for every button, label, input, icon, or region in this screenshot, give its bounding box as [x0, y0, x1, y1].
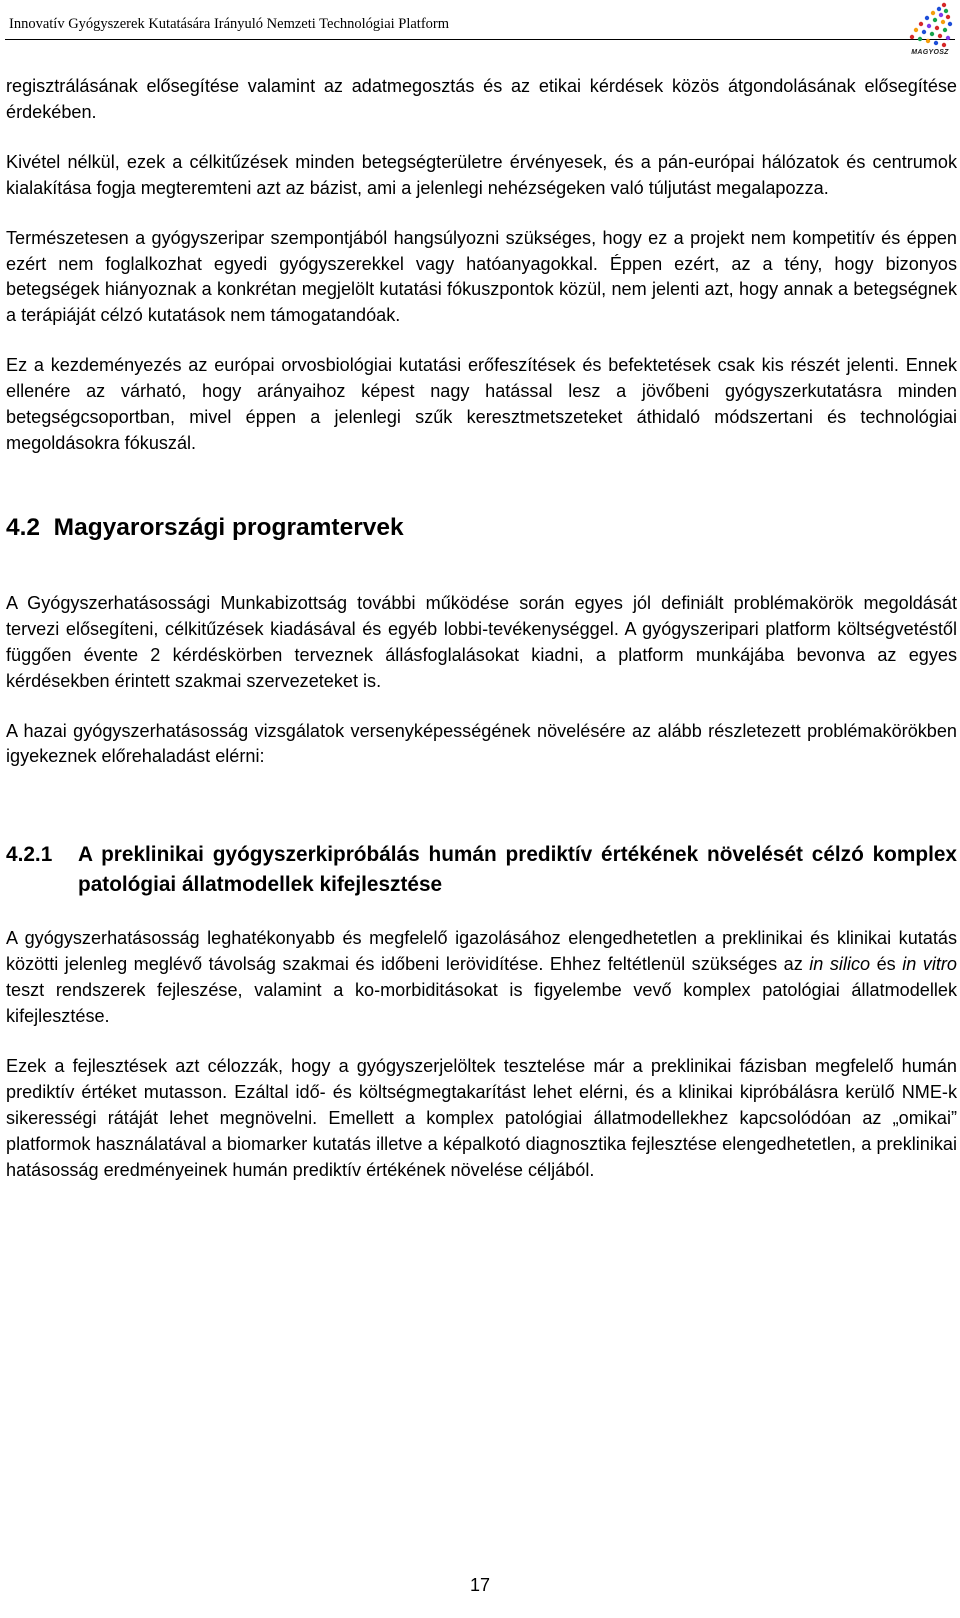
section-number: 4.2.1 — [6, 843, 53, 867]
section-title: A preklinikai gyógyszerkipróbálás humán prediktív értékének növelését célzó komplex patológiai állatmodellek kifejlesztése — [78, 843, 957, 897]
text-run: teszt rendszerek fejleszése, valamint a ko-morbiditásokat is figyelembe vevő komplex patológiai állatmodellek kifejlesztése. — [6, 980, 957, 1027]
text-run: és — [870, 954, 903, 975]
paragraph: Kivétel nélkül, ezek a célkitűzések minden betegségterületre érvényesek, és a pán-európai hálózatok és centrumok kialakítása fogja megteremteni azt az bázist, ami a jelenlegi nehézségeken való túljutást megalapozza. — [6, 151, 957, 198]
paragraph: Ezek a fejlesztések azt célozzák, hogy a gyógyszerjelöltek tesztelése már a preklinikai fázisban megfelelő humán prediktív értéket mutasson. Ezáltal idő- és költségmegtakarítást lehet elérni, és a klinikai kipróbálásra kerülő NME-k sikerességi rátáját lehet megnövelni. Emellett a komplex patológiai állatmodellekhez kapcsolódóan az „omikai” platformok használatával a biomarker kutatás illetve a képalkotó diagnosztika fejlesztése elengedhetetlen, a preklinikai hatásosság eredményeinek humán prediktív értékének növelése céljából. — [6, 1055, 957, 1180]
header-title: Innovatív Gyógyszerek Kutatására Irányuló Nemzeti Technológiai Platform — [9, 16, 450, 32]
page-number: 17 — [469, 1575, 491, 1595]
paragraph: A Gyógyszerhatásossági Munkabizottság további működése során egyes jól definiált problémakörök megoldását tervezi elősegíteni, célkitűzések kiadásával és egyéb lobbi-tevékenységgel. A gyógyszeripari platform költségvetéstől függően évente 2 kérdéskörben terveznek állásfoglalásokat kiadni, a platform munkájába bevonva az egyes kérdésekben érintett szakmai szervezeteket is. — [6, 592, 957, 691]
section-heading-4-2: 4.2 Magyarországi programtervek — [6, 513, 404, 541]
italic-term: in vitro — [902, 954, 957, 975]
section-heading-4-2-1 — [6, 840, 957, 900]
text-run: A gyógyszerhatásosság leghatékonyabb és megfelelő igazolásához elengedhetetlen a preklinikai és klinikai kutatás közötti jelenleg meglévő távolság szakmai és időbeni lerövidítése. Ehhez feltétlenül szükséges az — [6, 928, 957, 975]
paragraph: Ez a kezdeményezés az európai orvosbiológiai kutatási erőfeszítések és befektetések csak kis részét jelenti. Ennek ellenére az várható, hogy arányaihoz képest nagy hatással lesz a jövőbeni gyógyszerkutatásra minden betegségcsoportban, mivel éppen a jelenlegi szűk keresztmetszeteket áthidaló módszertani és technológiai megoldásokra fókuszál. — [6, 355, 957, 453]
paragraph — [6, 926, 957, 1030]
logo-dots-icon — [904, 0, 956, 50]
italic-term: in silico — [809, 954, 871, 975]
logo-text: MAGYOSZ — [911, 49, 949, 56]
paragraph: regisztrálásának elősegítése valamint az adatmegosztás és az etikai kérdések közös átgondolásának elősegítése érdekében. — [6, 76, 957, 122]
header-rule — [5, 39, 955, 40]
page-header — [0, 0, 960, 62]
paragraph: A hazai gyógyszerhatásosság vizsgálatok versenyképességének növelésére az alább részletezett problémakörökben igyekeznek előrehaladást elérni: — [6, 720, 957, 767]
document-body — [6, 74, 957, 1207]
magyosz-logo — [904, 0, 956, 62]
paragraph: Természetesen a gyógyszeripar szempontjából hangsúlyozni szükséges, hogy ez a projekt nem kompetitív és éppen ezért nem foglalkozhat egyedi gyógyszerekkel vagy hatóanyagokkal. Éppen ezért, az a tény, hogy bizonyos betegségek hiányoznak a konkrétan megjelölt kutatási fókuszpontok közül, nem jelenti azt, hogy annak a betegségnek a terápiáját célzó kutatások nem támogatandóak. — [6, 227, 957, 326]
